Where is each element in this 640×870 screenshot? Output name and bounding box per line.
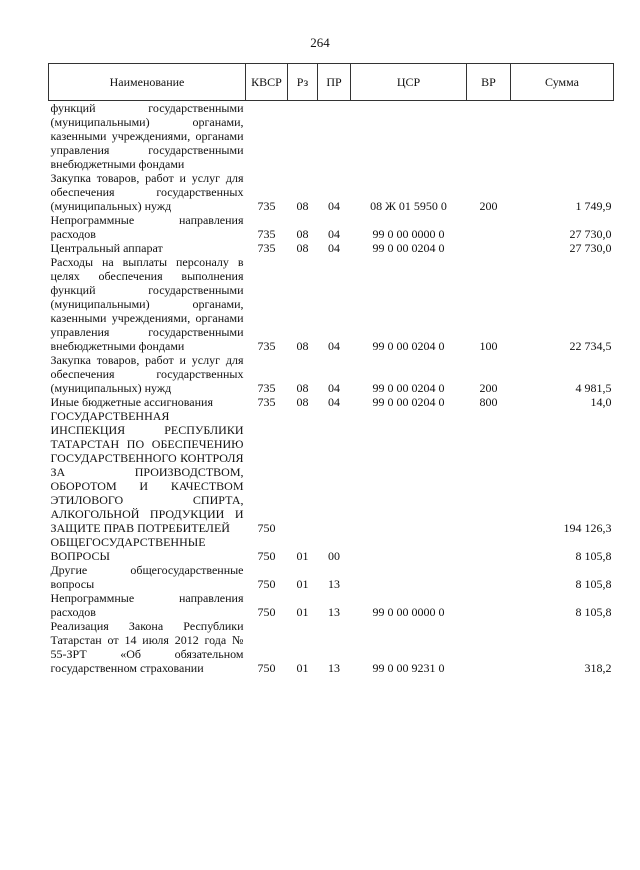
row-name: ГОСУДАРСТВЕННАЯ ИНСПЕКЦИЯ РЕСПУБЛИКИ ТАТАРСТАН ПО ОБЕСПЕЧЕНИЮ ГОСУДАРСТВЕННОГО КОНТРОЛЯ ЗА ПРОИЗВОДСТВОМ, ОБОРОТОМ И КАЧЕСТВОМ ЭТИЛОВОГО СПИРТА, АЛКОГОЛЬНОЙ ПРОДУКЦИИ И ЗАЩИТЕ ПРАВ ПОТРЕБИТЕЛЕЙ: [50, 409, 244, 535]
row-kvsr: 735: [257, 381, 276, 395]
row-name: Иные бюджетные ассигнования: [50, 395, 213, 409]
row-sum: 194 126,3: [563, 521, 612, 535]
row-name: ОБЩЕГОСУДАРСТВЕННЫЕ ВОПРОСЫ: [50, 535, 206, 563]
header-kvsr: КВСР: [246, 64, 288, 101]
row-csr: [351, 409, 467, 535]
row-sum: 22 734,5: [569, 339, 612, 353]
row-pr: 13: [328, 605, 340, 619]
row-pr: 04: [328, 227, 340, 241]
row-kvsr: 750: [257, 549, 276, 563]
row-name: Закупка товаров, работ и услуг для обеспечения государственных (муниципальных) нужд: [50, 353, 244, 395]
header-rz: Рз: [288, 64, 318, 101]
row-csr: 08 Ж 01 5950 0: [370, 199, 447, 213]
row-name: Центральный аппарат: [50, 241, 163, 255]
table-row: [49, 171, 614, 213]
row-kvsr: [246, 101, 288, 172]
row-sum: [511, 101, 614, 172]
row-sum: 4 981,5: [575, 381, 612, 395]
row-rz: 01: [296, 577, 309, 591]
row-vr: [467, 213, 511, 241]
row-kvsr: 735: [257, 227, 276, 241]
row-vr: 200: [479, 199, 498, 213]
row-sum: 318,2: [584, 661, 612, 675]
row-rz: [288, 101, 318, 172]
row-vr: [467, 591, 511, 619]
row-kvsr: 750: [257, 661, 276, 675]
row-sum: 8 105,8: [575, 577, 612, 591]
row-rz: 08: [296, 227, 309, 241]
table-row: [49, 255, 614, 353]
row-name: Реализация Закона Республики Татарстан от 14 июля 2012 года № 55-ЗРТ «Об обязательном государственном страховании: [50, 619, 244, 675]
row-kvsr: 735: [257, 395, 276, 409]
row-rz: 01: [296, 549, 309, 563]
row-name: Непрограммные направления расходов: [50, 213, 244, 241]
row-pr: 04: [328, 241, 340, 255]
row-pr: 04: [328, 395, 340, 409]
row-pr: 13: [328, 661, 340, 675]
row-name: функций государственными (муниципальными) органами, казенными учреждениями, органами управления государственными внебюджетными фондами: [50, 101, 244, 171]
row-kvsr: 750: [257, 521, 276, 535]
row-name: Закупка товаров, работ и услуг для обеспечения государственных (муниципальных) нужд: [50, 171, 244, 213]
row-rz: 01: [296, 661, 309, 675]
row-vr: 200: [479, 381, 498, 395]
row-csr: [351, 563, 467, 591]
table-row: [49, 535, 614, 563]
row-rz: 08: [296, 199, 309, 213]
row-vr: [467, 101, 511, 172]
row-pr: [318, 409, 351, 535]
row-sum: 27 730,0: [569, 241, 612, 255]
row-csr: [351, 101, 467, 172]
row-vr: 800: [479, 395, 498, 409]
header-csr: ЦСР: [351, 64, 467, 101]
row-sum: 8 105,8: [575, 549, 612, 563]
row-kvsr: 735: [257, 339, 276, 353]
row-sum: 8 105,8: [575, 605, 612, 619]
row-vr: [467, 535, 511, 563]
table-row: [49, 409, 614, 535]
row-pr: 04: [328, 381, 340, 395]
row-rz: 01: [296, 605, 309, 619]
table-row: [49, 241, 614, 255]
budget-table: [48, 63, 614, 675]
page-number: 264: [310, 35, 330, 50]
row-pr: 00: [328, 549, 340, 563]
row-csr: 99 0 00 0000 0: [372, 227, 445, 241]
header-pr: ПР: [318, 64, 351, 101]
header-sum: Сумма: [511, 64, 614, 101]
row-rz: 08: [296, 395, 309, 409]
row-sum: 27 730,0: [569, 227, 612, 241]
row-kvsr: 750: [257, 577, 276, 591]
header-vr: ВР: [467, 64, 511, 101]
row-rz: [288, 409, 318, 535]
row-csr: 99 0 00 9231 0: [372, 661, 445, 675]
row-rz: 08: [296, 241, 309, 255]
row-rz: 08: [296, 339, 309, 353]
row-vr: [467, 409, 511, 535]
row-csr: 99 0 00 0204 0: [372, 339, 445, 353]
row-name: Непрограммные направления расходов: [50, 591, 244, 619]
row-kvsr: 735: [257, 241, 276, 255]
table-row: [49, 395, 614, 409]
row-vr: [467, 563, 511, 591]
table-header-row: [49, 64, 614, 101]
row-vr: [467, 241, 511, 255]
row-sum: 1 749,9: [575, 199, 612, 213]
row-csr: 99 0 00 0204 0: [372, 395, 445, 409]
table-row: [49, 563, 614, 591]
row-csr: 99 0 00 0000 0: [372, 605, 445, 619]
row-sum: 14,0: [590, 395, 612, 409]
row-csr: 99 0 00 0204 0: [372, 381, 445, 395]
table-row: [49, 101, 614, 172]
row-name: Другие общегосударственные вопросы: [50, 563, 244, 591]
table-row: [49, 353, 614, 395]
row-pr: 04: [328, 339, 340, 353]
row-rz: 08: [296, 381, 309, 395]
row-csr: 99 0 00 0204 0: [372, 241, 445, 255]
table-row: [49, 591, 614, 619]
row-pr: [318, 101, 351, 172]
table-row: [49, 619, 614, 675]
row-csr: [351, 535, 467, 563]
row-vr: [467, 619, 511, 675]
row-kvsr: 735: [257, 199, 276, 213]
row-pr: 13: [328, 577, 340, 591]
row-name: Расходы на выплаты персоналу в целях обеспечения выполнения функций государственными (муниципальными) органами, казенными учреждениями, органами управления государственными внебюджетными фондами: [50, 255, 244, 353]
table-row: [49, 213, 614, 241]
row-kvsr: 750: [257, 605, 276, 619]
row-pr: 04: [328, 199, 340, 213]
header-name: Наименование: [49, 64, 246, 101]
row-vr: 100: [479, 339, 498, 353]
